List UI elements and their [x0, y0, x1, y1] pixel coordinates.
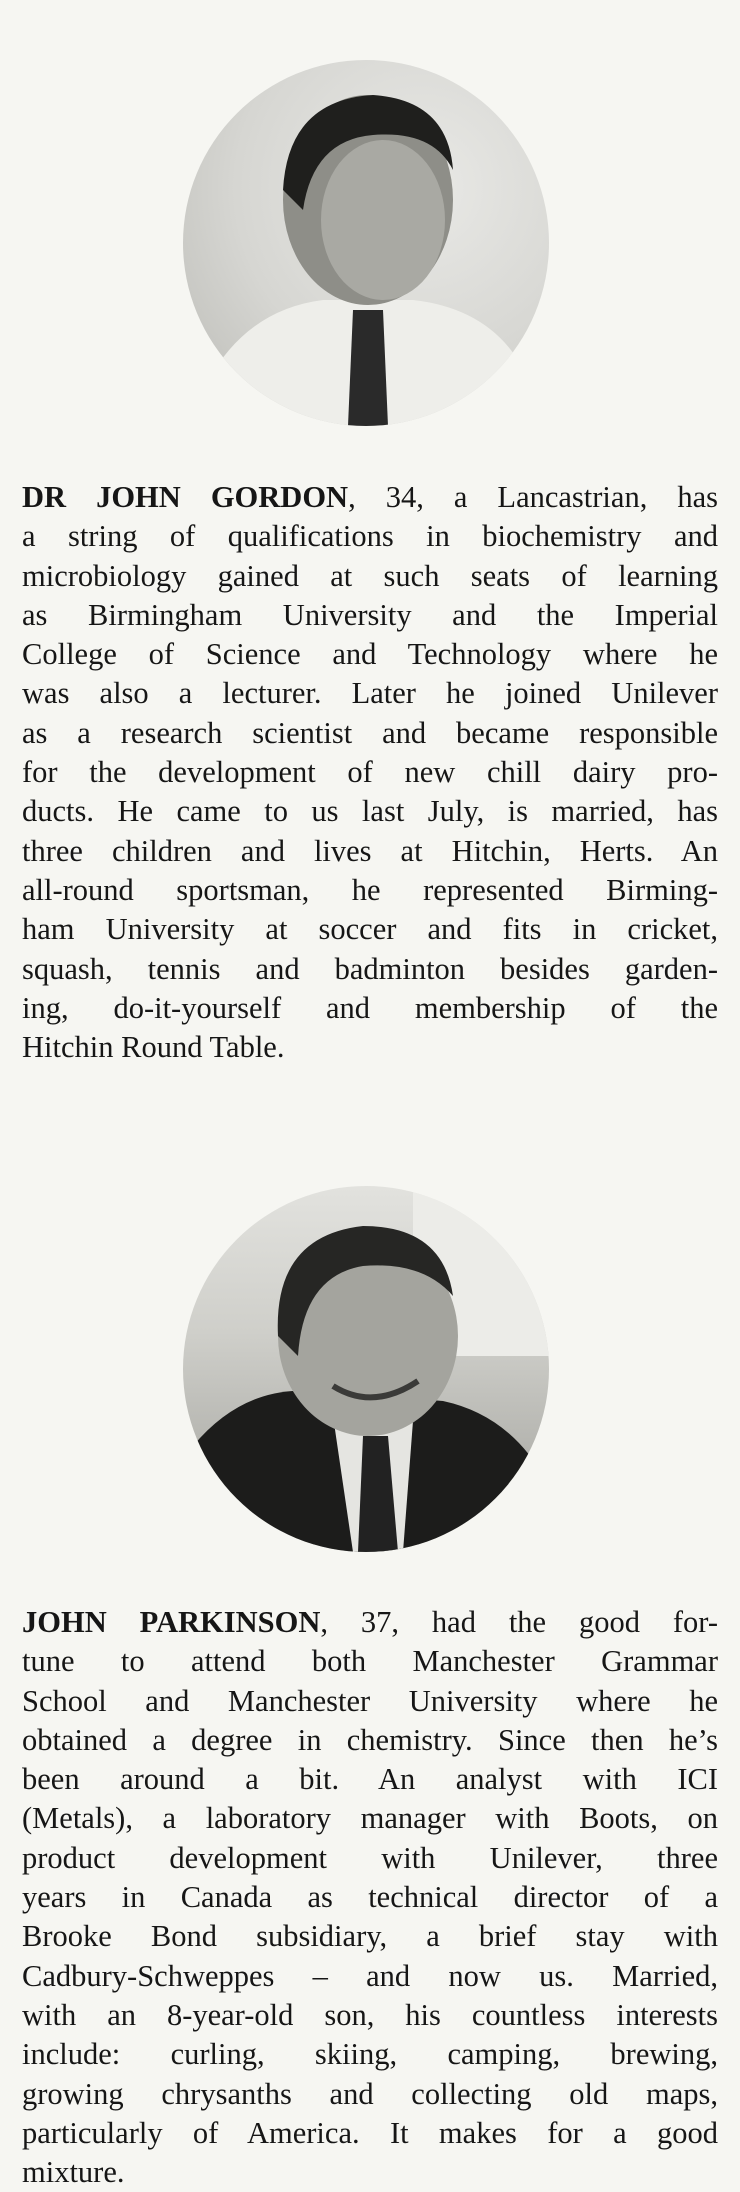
bio-line: a string of qualifications in biochemistry and — [22, 519, 718, 554]
bio-line: tune to attend both Manchester Grammar — [22, 1644, 718, 1679]
bio-line: include: curling, skiing, camping, brewing, — [22, 2037, 718, 2072]
bio-line: growing chrysanths and collecting old maps, — [22, 2076, 718, 2111]
bio-line: for the development of new chill dairy pro- — [22, 755, 718, 790]
portrait-photo-john-gordon — [183, 60, 549, 426]
bio-line: School and Manchester University where he — [22, 1683, 718, 1718]
bio-line: as a research scientist and became responsible — [22, 715, 718, 750]
bio-line: ham University at soccer and fits in cricket, — [22, 912, 718, 947]
bio-john-gordon — [22, 478, 718, 1067]
bio-line: Cadbury-Schweppes – and now us. Married, — [22, 1958, 718, 1993]
bio-line: (Metals), a laboratory manager with Boots, on — [22, 1801, 718, 1836]
portrait-photo-john-parkinson — [183, 1186, 549, 1552]
bio-line: ing, do-it-yourself and membership of the — [22, 990, 718, 1025]
bio-line: product development with Unilever, three — [22, 1840, 718, 1875]
bio-line: with an 8-year-old son, his countless interests — [22, 1997, 718, 2032]
portrait-john-parkinson-image — [183, 1186, 549, 1552]
person-name: JOHN PARKINSON — [22, 1605, 321, 1639]
bio-line: Brooke Bond subsidiary, a brief stay with — [22, 1919, 718, 1954]
bio-line: particularly of America. It makes for a good — [22, 2115, 718, 2150]
bio-line: College of Science and Technology where he — [22, 637, 718, 672]
bio-line: been around a bit. An analyst with ICI — [22, 1762, 718, 1797]
bio-line: microbiology gained at such seats of learning — [22, 558, 718, 593]
bio-line: DR JOHN GORDON, 34, a Lancastrian, has — [22, 480, 718, 514]
portrait-john-gordon-image — [183, 60, 549, 426]
bio-line: as Birmingham University and the Imperial — [22, 597, 718, 632]
bio-line: all-round sportsman, he represented Birming- — [22, 872, 718, 907]
bio-line: JOHN PARKINSON, 37, had the good for- — [22, 1605, 718, 1639]
bio-line: years in Canada as technical director of a — [22, 1880, 718, 1915]
bio-line: Hitchin Round Table. — [22, 1030, 285, 1065]
bio-line: was also a lecturer. Later he joined Unilever — [22, 676, 718, 711]
bio-line: three children and lives at Hitchin, Herts. An — [22, 833, 718, 868]
bio-line: ducts. He came to us last July, is married, has — [22, 794, 718, 829]
bio-line: squash, tennis and badminton besides garden- — [22, 951, 718, 986]
person-name: DR JOHN GORDON — [22, 480, 349, 514]
bio-line: obtained a degree in chemistry. Since then he’s — [22, 1722, 718, 1757]
bio-john-parkinson — [22, 1603, 718, 2192]
bio-line: mixture. — [22, 2155, 125, 2190]
